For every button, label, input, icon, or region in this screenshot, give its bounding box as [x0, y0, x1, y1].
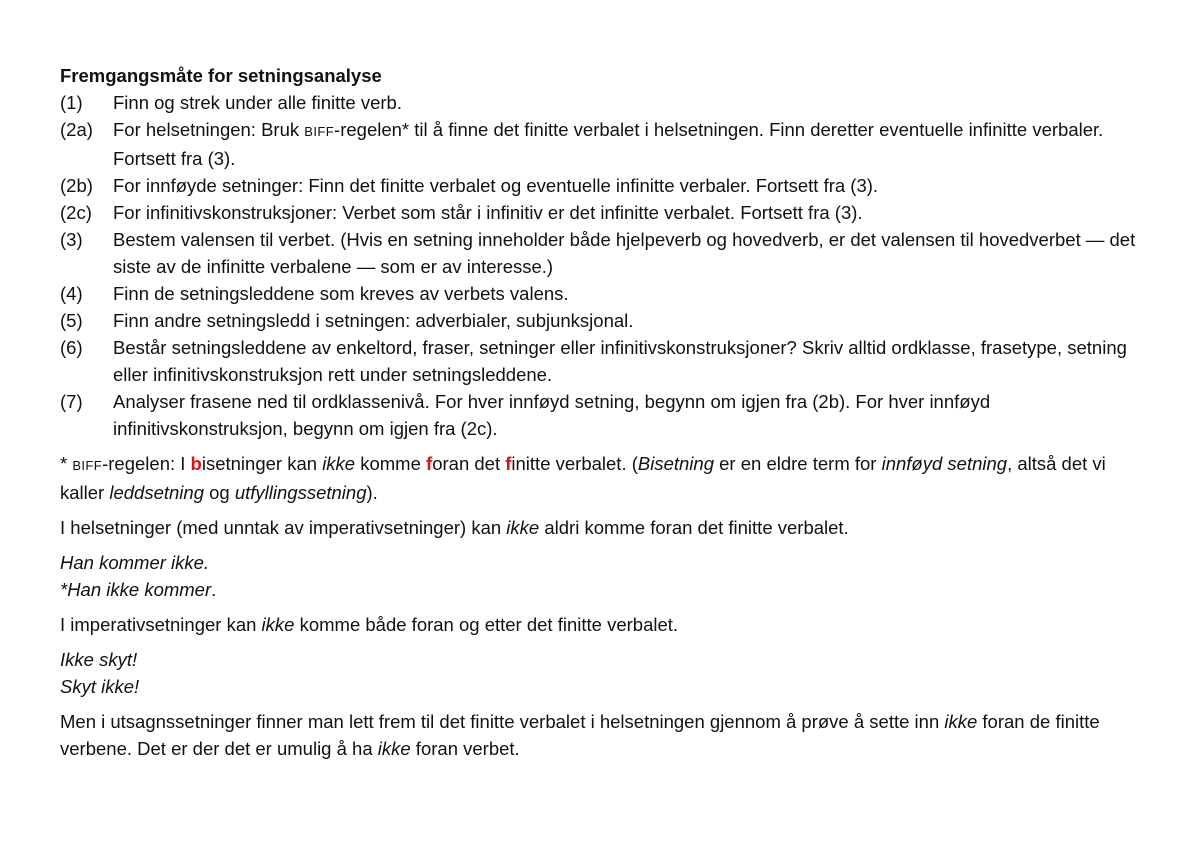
- paragraph-text: foran de finitte verbene. Det er der det er umulig å ha: [60, 711, 1100, 759]
- page-title: Fremgangsmåte for setningsanalyse: [60, 65, 382, 86]
- step-item: [60, 280, 1145, 307]
- step-item: [60, 307, 1145, 334]
- paragraph-text: I imperativsetninger kan: [60, 614, 262, 635]
- step-item: [60, 334, 1145, 388]
- step-number: (3): [60, 229, 83, 250]
- example-block: [60, 646, 1145, 700]
- highlight-letter: f: [426, 453, 433, 474]
- step-text: [113, 116, 1145, 172]
- highlight-letter: b: [190, 453, 202, 474]
- document-content: [60, 62, 1145, 762]
- emphasis-word: ikke: [322, 453, 356, 474]
- example-sentence: Han kommer ikke.: [60, 552, 210, 573]
- example-sentence: Skyt ikke!: [60, 676, 140, 697]
- small-caps-term: BIFF: [304, 124, 335, 139]
- step-number: (6): [60, 337, 83, 358]
- step-item: [60, 226, 1145, 280]
- small-caps-term: BIFF: [72, 458, 103, 473]
- step-number: (2a): [60, 119, 93, 140]
- footnote-text: initte verbalet. (: [511, 453, 638, 474]
- footnote-text: komme: [355, 453, 427, 474]
- step-text: Finn de setningsleddene som kreves av verbets valens.: [113, 283, 569, 304]
- step-text: For infinitivskonstruksjoner: Verbet som står i infinitiv er det infinitte verbalet. Fortsett fra (3).: [113, 202, 863, 223]
- step-item: [60, 116, 1145, 172]
- paragraph-text: Men i utsagnssetninger finner man lett frem til det finitte verbalet i helsetningen gjennom å prøve å sette inn: [60, 711, 945, 732]
- footnote-text: ).: [366, 482, 378, 503]
- emphasis-word: utfyllingssetning: [234, 482, 367, 503]
- step-text: Består setningsleddene av enkeltord, fraser, setninger eller infinitivskonstruksjoner? Skriv alltid ordklasse, frasetype, setning eller infinitivskonstruksjon rett under setningsleddene.: [113, 337, 1127, 385]
- step-number: (1): [60, 92, 83, 113]
- highlight-letter: f: [505, 453, 512, 474]
- footnote-text: isetninger kan: [201, 453, 323, 474]
- step-number: (5): [60, 310, 83, 331]
- step-number: (2b): [60, 175, 93, 196]
- step-text: Finn og strek under alle finitte verb.: [113, 92, 402, 113]
- emphasis-word: Bisetning: [637, 453, 714, 474]
- example-sentence: [60, 576, 1145, 603]
- footnote-text: -regelen: I: [102, 453, 191, 474]
- step-text: Bestem valensen til verbet. (Hvis en setning inneholder både hjelpeverb og hovedverb, er det valensen til hovedverbet — det siste av de infinitte verbalene — som er av interesse.): [113, 229, 1136, 277]
- emphasis-word: leddsetning: [109, 482, 204, 503]
- emphasis-word: ikke: [506, 517, 540, 538]
- final-paragraph: [60, 708, 1145, 762]
- step-text: Analyser frasene ned til ordklassenivå. For hver innføyd setning, begynn om igjen fra (2b). For hver innføyd infinitivskonstruksjon, begynn om igjen fra (2c).: [113, 391, 991, 439]
- step-text-part: -regelen* til å finne det finitte verbalet i helsetningen. Finn deretter eventuelle infinitte verbaler. Fortsett fra (3).: [113, 119, 1104, 169]
- footnote-text: og: [204, 482, 235, 503]
- imperativ-paragraph: [60, 611, 1145, 638]
- emphasis-word: ikke: [944, 711, 978, 732]
- step-item: [60, 388, 1145, 442]
- step-text: Finn andre setningsledd i setningen: adverbialer, subjunksjonal.: [113, 310, 634, 331]
- paragraph-text: I helsetninger (med unntak av imperativsetninger) kan: [60, 517, 507, 538]
- step-item: [60, 199, 1145, 226]
- example-text: .: [211, 579, 217, 600]
- example-sentence: Ikke skyt!: [60, 649, 138, 670]
- footnote-paragraph: [60, 450, 1145, 506]
- paragraph-text: komme både foran og etter det finitte verbalet.: [294, 614, 679, 635]
- footnote-text: er en eldre term for: [714, 453, 882, 474]
- step-item: [60, 172, 1145, 199]
- paragraph-text: aldri komme foran det finitte verbalet.: [539, 517, 849, 538]
- step-text: For innføyde setninger: Finn det finitte verbalet og eventuelle infinitte verbaler. Fortsett fra (3).: [113, 175, 879, 196]
- footnote-text: *: [60, 453, 73, 474]
- paragraph-text: foran verbet.: [410, 738, 520, 759]
- step-number: (2c): [60, 202, 92, 223]
- emphasis-word: ikke: [377, 738, 411, 759]
- footnote-text: oran det: [432, 453, 506, 474]
- footnote-text: , altså det vi kaller: [60, 453, 1106, 503]
- example-text: *Han ikke kommer: [60, 579, 212, 600]
- step-number: (4): [60, 283, 83, 304]
- emphasis-word: innføyd setning: [881, 453, 1008, 474]
- helsetninger-paragraph: [60, 514, 1145, 541]
- step-text-part: For helsetningen: Bruk: [113, 119, 305, 140]
- emphasis-word: ikke: [261, 614, 295, 635]
- example-block: [60, 549, 1145, 603]
- step-item: [60, 89, 1145, 116]
- step-number: (7): [60, 391, 83, 412]
